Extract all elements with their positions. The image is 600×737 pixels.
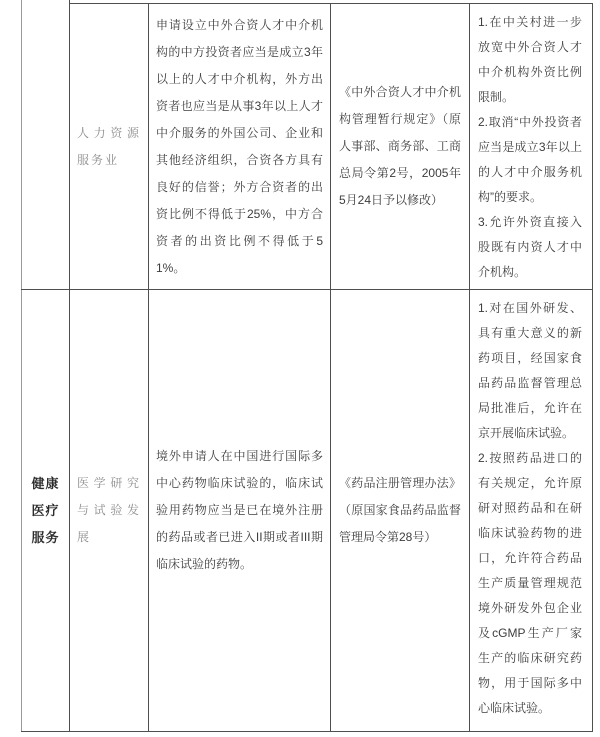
description-cell <box>149 290 331 732</box>
table-row <box>22 4 593 290</box>
measures-cell <box>470 4 593 290</box>
measure-item: 2.取消“中外投资者应当是成立3年以上的人才中介服务机构”的要求。 <box>478 115 582 204</box>
description-text: 申请设立中外合资人才中介机构的中方投资者应当是成立3年以上的人才中介机构，外方出资者也应当是从事3年以上人才中介服务的外国公司、企业和其他经济组织，合资各方具有良好的信誉；外方合资者的出资比例不得低于25%，中方合资者的出资比例不得低于51%。 <box>156 17 323 275</box>
subcategory-cell <box>70 4 149 290</box>
policy-table <box>21 3 593 732</box>
table-row <box>22 290 593 732</box>
regulation-cell <box>331 290 470 732</box>
category-cell <box>22 290 70 732</box>
regulation-text: 《药品注册管理办法》（原国家食品药品监督管理局令第28号） <box>339 476 461 544</box>
measures-cell <box>470 290 593 732</box>
measure-item: 3.允许外资直接入股既有内资人才中介机构。 <box>478 215 582 279</box>
measure-item: 1.对在国外研发、具有重大意义的新药项目，经国家食品药品监督管理总局批准后，允许在京开展临床试验。 <box>478 301 582 440</box>
description-cell <box>149 4 331 290</box>
category-label: 健康医疗服务 <box>31 476 60 545</box>
measure-item: 1.在中关村进一步放宽中外合资人才中介机构外资比例限制。 <box>478 15 582 104</box>
subcategory-cell <box>70 290 149 732</box>
regulation-cell <box>331 4 470 290</box>
category-cell-continued <box>22 4 70 290</box>
subcategory-label: 人力资源服务业 <box>77 125 141 167</box>
description-text: 境外申请人在中国进行国际多中心药物临床试验的，临床试验用药物应当是已在境外注册的药品或者已进入II期或者III期临床试验的药物。 <box>156 449 323 571</box>
subcategory-label: 医学研究与试验发展 <box>77 476 141 544</box>
measure-item: 2.按照药品进口的有关规定，允许原研对照药品和在研临床试验药物的进口，允许符合药品生产质量管理规范境外研发外包企业及cGMP生产厂家生产的临床研究药物，用于国际多中心临床试验。 <box>478 451 582 715</box>
regulation-text: 《中外合资人才中介机构管理暂行规定》（原人事部、商务部、工商总局令第2号，2005年5月24日予以修改） <box>339 85 461 207</box>
